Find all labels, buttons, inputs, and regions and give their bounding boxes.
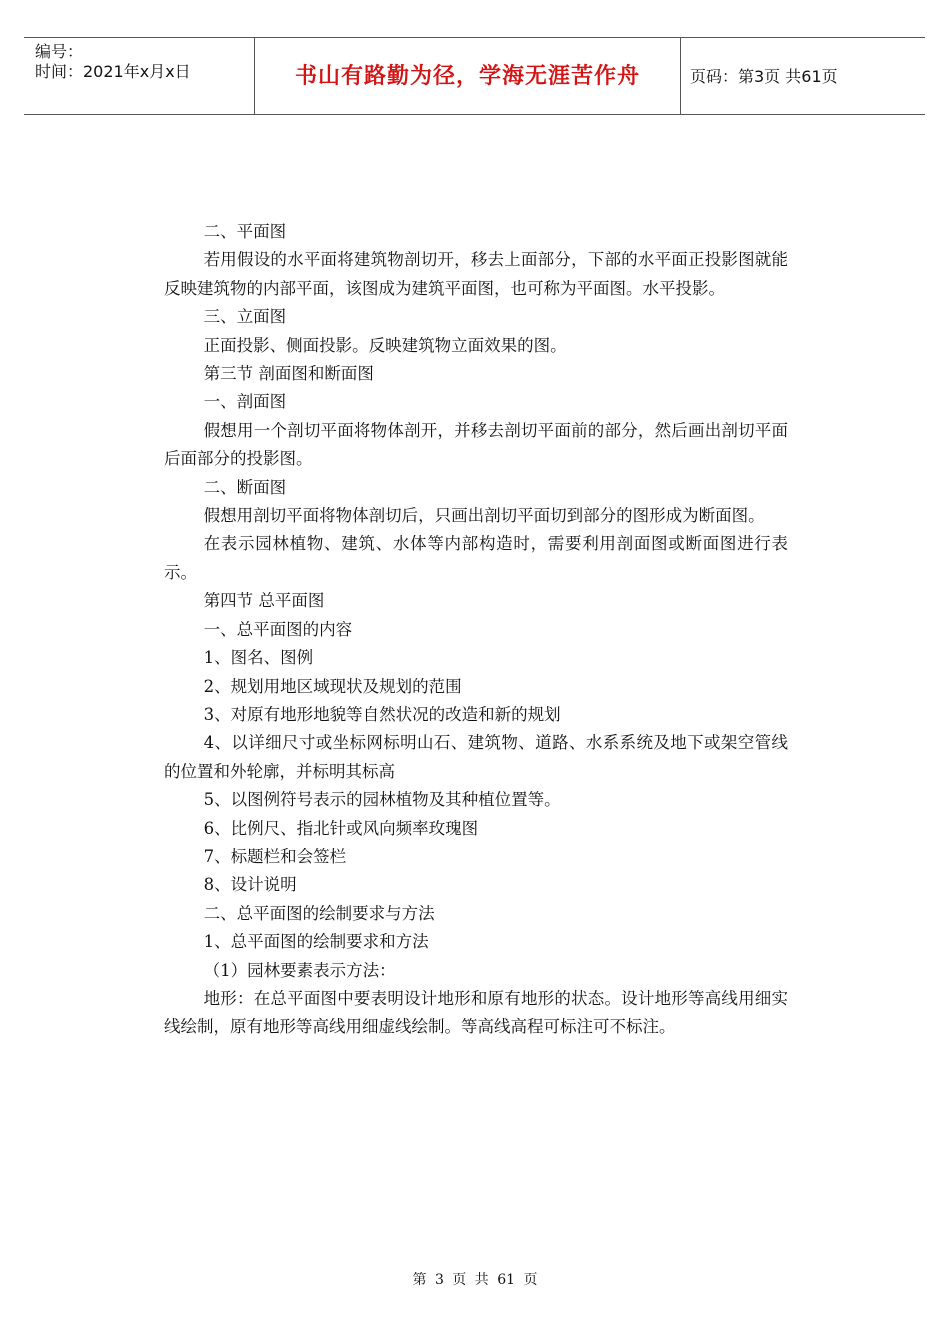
page-footer: 第 3 页 共 61 页 <box>412 1272 538 1288</box>
section-heading: 三、立面图 <box>203 307 287 327</box>
paragraph: 若用假设的水平面将建筑物剖切开，移去上面部分，下部的水平面正投影图就能反映建筑物的内部平面，该图成为建筑平面图，也可称为平面图。水平投影。 <box>164 250 788 298</box>
section-heading: 二、总平面图的绘制要求与方法 <box>203 903 435 923</box>
list-item: 1、图名、图例 <box>203 648 314 668</box>
list-item: 3、对原有地形地貌等自然状况的改造和新的规划 <box>203 704 561 724</box>
subsection-heading: （1）园林要素表示方法： <box>203 960 396 980</box>
time-label: 时间：2021年x月x日 <box>35 62 191 81</box>
paragraph: 假想用剖切平面将物体剖切后，只画出剖切平面切到部分的图形成为断面图。 <box>203 506 765 526</box>
list-item: 2、规划用地区域现状及规划的范围 <box>203 676 462 696</box>
header-motto-cell <box>254 38 681 114</box>
document-body <box>164 218 788 1042</box>
paragraph: 假想用一个剖切平面将物体剖开，并移去剖切平面前的部分，然后画出剖切平面后面部分的投影图。 <box>164 420 788 469</box>
section-heading: 二、平面图 <box>203 222 287 241</box>
header-meta-cell <box>24 38 254 114</box>
chapter-heading: 第四节 总平面图 <box>203 591 325 611</box>
header-page-cell <box>680 38 925 114</box>
list-item: 4、以详细尺寸或坐标网标明山石、建筑物、道路、水系系统及地下或架空管线的位置和外轮廓，并标明其标高 <box>164 733 788 781</box>
section-heading: 二、断面图 <box>203 477 287 497</box>
page-code: 页码：第3页 共61页 <box>690 67 838 86</box>
subsection-heading: 1、总平面图的绘制要求和方法 <box>203 932 429 952</box>
paragraph: 在表示园林植物、建筑、水体等内部构造时，需要利用剖面图或断面图进行表示。 <box>164 534 788 582</box>
section-heading: 一、总平面图的内容 <box>203 619 353 639</box>
motto-text: 书山有路勤为径，学海无涯苦作舟 <box>294 64 640 89</box>
paragraph: 地形：在总平面图中要表明设计地形和原有地形的状态。设计地形等高线用细实线绘制，原有地形等高线用细虚线绘制。等高线高程可标注可不标注。 <box>164 988 788 1037</box>
list-item: 6、比例尺、指北针或风向频率玫瑰图 <box>203 818 479 838</box>
number-label: 编号： <box>35 42 84 61</box>
chapter-heading: 第三节 剖面图和断面图 <box>203 364 374 384</box>
list-item: 8、设计说明 <box>203 875 297 895</box>
paragraph: 正面投影、侧面投影。反映建筑物立面效果的图。 <box>203 335 567 355</box>
section-heading: 一、剖面图 <box>203 392 287 412</box>
list-item: 5、以图例符号表示的园林植物及其种植位置等。 <box>203 790 561 810</box>
list-item: 7、标题栏和会签栏 <box>203 846 347 866</box>
page-header <box>24 37 925 115</box>
